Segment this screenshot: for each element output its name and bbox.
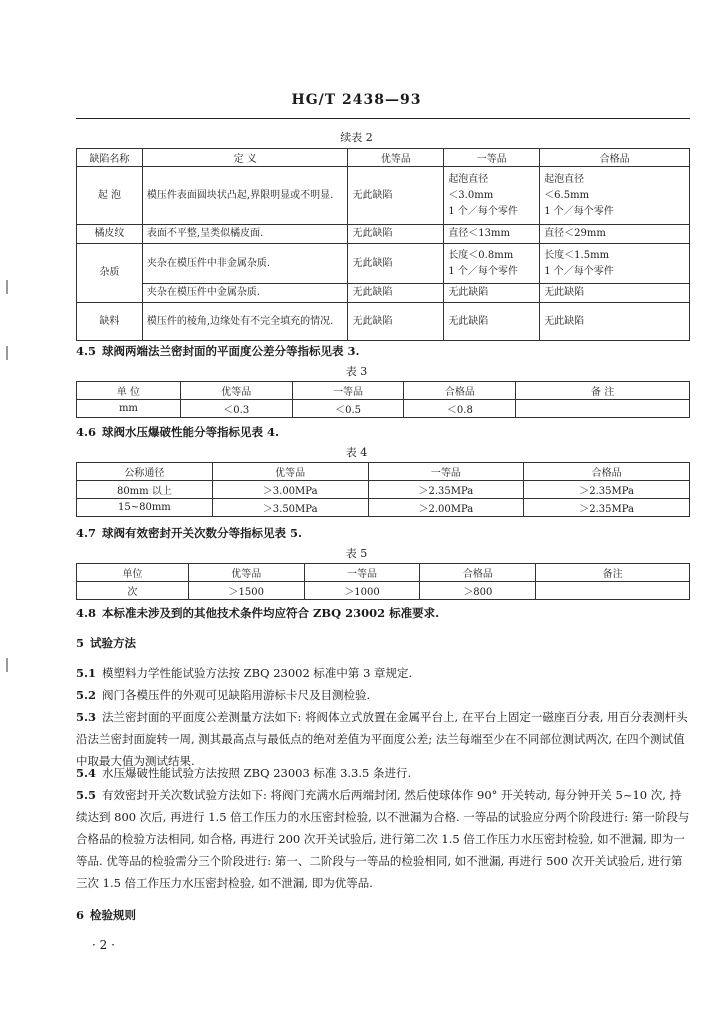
- section-text: 有效密封开关次数试验方法如下: 将阀门充满水后两端封闭, 然后使球体作 90° 开关转动, 每分钟开关 5~10 次, 持续达到 800 次后, 再进行 1.5 倍工作压力的水压密封检验, 以不泄漏为合格. 一等品的试验应分两个阶段进行: 第一阶段与合格品的检验方法相同, 如合格, 再进行 200 次开关试验后, 进行第二次 1.5 倍工作压力水压密封检验, 如不泄漏, 即为一等品. 优等品的检验需分三个阶段进行: 第一、二阶段与一等品的检验相同, 如不泄漏, 再进行 500 次开关试验后, 进行第三次 1.5 倍工作压力水压密封检验, 如不泄漏, 即为优等品.: [76, 788, 690, 890]
- table-4: [76, 462, 690, 517]
- grade-first: 长度＜0.8mm 1 个／每个零件: [444, 244, 540, 284]
- table-cell: ＞800: [420, 582, 536, 600]
- table-cell: ＞1000: [304, 582, 420, 600]
- table2-header-cell: 合格品: [540, 149, 690, 167]
- table4-header-cell: 优等品: [212, 463, 368, 481]
- table-cell: 次: [77, 582, 189, 600]
- table2-caption: 续表 2: [340, 131, 373, 144]
- table-cell: [536, 582, 690, 600]
- grade-first: 无此缺陷: [444, 303, 540, 341]
- table3-header-cell: 合格品: [404, 382, 516, 400]
- grade-qualified: 起泡直径 ＜6.5mm 1 个／每个零件: [540, 167, 690, 225]
- table-cell: ＞2.35MPa: [368, 481, 524, 499]
- table4-header-cell: 公称通径: [77, 463, 213, 481]
- section-number: 6: [76, 908, 85, 922]
- section-6-heading: [76, 904, 690, 926]
- defect-name: 橘皮纹: [77, 225, 143, 244]
- table2-header-cell: 优等品: [348, 149, 444, 167]
- grade-qualified: 无此缺陷: [540, 303, 690, 341]
- section-5-5: [76, 784, 690, 894]
- section-text: 阀门各模压件的外观可见缺陷用游标卡尺及目测检验.: [102, 688, 371, 702]
- table4-header-cell: 合格品: [524, 463, 690, 481]
- table3-caption: 表 3: [345, 365, 368, 378]
- margin-mark: [6, 658, 8, 672]
- section-4-8: [76, 602, 690, 624]
- table4-header-row: [77, 463, 690, 481]
- section-5-1: [76, 662, 690, 684]
- table-cell: ＜0.5: [292, 400, 404, 418]
- section-text: 球阀有效密封开关次数分等指标见表 5.: [102, 526, 303, 540]
- grade-qualified: 直径＜29mm: [540, 225, 690, 244]
- section-number: 4.7: [76, 526, 97, 540]
- section-5-heading: [76, 632, 690, 654]
- section-text: 本标准未涉及到的其他技术条件均应符合 ZBQ 23002 标准要求.: [102, 606, 440, 620]
- grade-superior: 无此缺陷: [348, 303, 444, 341]
- table3-header-row: [77, 382, 690, 400]
- table-row: [77, 225, 690, 244]
- section-number: 5.1: [76, 666, 97, 680]
- grade-qualified: 无此缺陷: [540, 284, 690, 303]
- defect-definition: 模压件表面圆块状凸起,界限明显或不明显.: [142, 167, 348, 225]
- table-cell: ＞2.35MPa: [524, 481, 690, 499]
- table-cell: ＞2.35MPa: [524, 499, 690, 517]
- section-text: 球阀两端法兰密封面的平面度公差分等指标见表 3.: [102, 344, 360, 358]
- table-5: [76, 563, 690, 600]
- grade-superior: 无此缺陷: [348, 225, 444, 244]
- defect-definition: 夹杂在模压件中非金属杂质.: [142, 244, 348, 284]
- section-4-7: [76, 522, 690, 544]
- table-row: [77, 499, 690, 517]
- defect-name: 起 泡: [77, 167, 143, 225]
- table-cell: ＞3.50MPa: [212, 499, 368, 517]
- margin-mark: [6, 280, 8, 294]
- section-text: 法兰密封面的平面度公差测量方法如下: 将阀体立式放置在金属平台上, 在平台上固定一磁座百分表, 用百分表测杆头沿法兰密封面旋转一周, 测其最高点与最低点的绝对差值为平面度公差; 法兰每端至少在不同部位测试两次, 在四个测试值中取最大值为测试结果.: [76, 710, 688, 768]
- table-2: [76, 148, 690, 341]
- section-text: 模塑料力学性能试验方法按 ZBQ 23002 标准中第 3 章规定.: [102, 666, 413, 680]
- standard-header: HG/T 2438—93: [291, 92, 422, 108]
- table2-header-row: [77, 149, 690, 167]
- defect-definition: 夹杂在模压件中金属杂质.: [142, 284, 348, 303]
- grade-qualified: 长度＜1.5mm 1 个／每个零件: [540, 244, 690, 284]
- table-cell: [516, 400, 690, 418]
- table4-header-cell: 一等品: [368, 463, 524, 481]
- table-cell: ＜0.3: [180, 400, 292, 418]
- table3-header-cell: 备 注: [516, 382, 690, 400]
- table2-header-cell: 缺陷名称: [77, 149, 143, 167]
- grade-superior: 无此缺陷: [348, 167, 444, 225]
- grade-superior: 无此缺陷: [348, 244, 444, 284]
- grade-first: 起泡直径 ＜3.0mm 1 个／每个零件: [444, 167, 540, 225]
- table2-header-cell: 一等品: [444, 149, 540, 167]
- table5-header-cell: 合格品: [420, 564, 536, 582]
- table-row: [77, 244, 690, 284]
- section-number: 4.6: [76, 425, 97, 439]
- table-row: [77, 284, 690, 303]
- table-cell: 80mm 以上: [77, 481, 213, 499]
- section-5-4: [76, 762, 690, 784]
- grade-first: 无此缺陷: [444, 284, 540, 303]
- table-cell: 15~80mm: [77, 499, 213, 517]
- defect-definition: 表面不平整,呈类似橘皮面.: [142, 225, 348, 244]
- table2-header-cell: 定 义: [142, 149, 348, 167]
- table-3: [76, 381, 690, 418]
- table-row: [77, 582, 690, 600]
- section-text: 球阀水压爆破性能分等指标见表 4.: [102, 425, 280, 439]
- table5-header-cell: 备注: [536, 564, 690, 582]
- section-5-2: [76, 684, 690, 706]
- table3-header-cell: 一等品: [292, 382, 404, 400]
- section-number: 5: [76, 636, 85, 650]
- table-cell: ＞3.00MPa: [212, 481, 368, 499]
- section-text: 水压爆破性能试验方法按照 ZBQ 23003 标准 3.3.5 条进行.: [102, 766, 412, 780]
- table-row: [77, 303, 690, 341]
- defect-name: 杂质: [77, 244, 143, 303]
- table5-caption: 表 5: [345, 547, 368, 560]
- section-number: 5.2: [76, 688, 97, 702]
- section-number: 5.5: [76, 788, 97, 802]
- table-row: [77, 481, 690, 499]
- section-4-5: [76, 340, 690, 362]
- section-number: 4.5: [76, 344, 97, 358]
- table-row: [77, 400, 690, 418]
- table5-header-row: [77, 564, 690, 582]
- grade-first: 直径＜13mm: [444, 225, 540, 244]
- table5-header-cell: 优等品: [188, 564, 304, 582]
- section-number: 4.8: [76, 606, 97, 620]
- page-number: · 2 ·: [92, 938, 115, 952]
- header-rule: [76, 118, 690, 119]
- table-cell: mm: [77, 400, 181, 418]
- grade-superior: 无此缺陷: [348, 284, 444, 303]
- margin-mark: [6, 346, 8, 360]
- table5-header-cell: 单位: [77, 564, 189, 582]
- defect-name: 缺料: [77, 303, 143, 341]
- section-4-6: [76, 421, 690, 443]
- table-row: [77, 167, 690, 225]
- table-cell: ＜0.8: [404, 400, 516, 418]
- section-number: 5.4: [76, 766, 97, 780]
- section-number: 5.3: [76, 710, 97, 724]
- defect-definition: 模压件的棱角,边缘处有不完全填充的情况.: [142, 303, 348, 341]
- section-title: 试验方法: [90, 636, 137, 650]
- table-cell: ＞2.00MPa: [368, 499, 524, 517]
- table4-caption: 表 4: [345, 446, 368, 459]
- table3-header-cell: 优等品: [180, 382, 292, 400]
- table3-header-cell: 单 位: [77, 382, 181, 400]
- table-cell: ＞1500: [188, 582, 304, 600]
- section-title: 检验规则: [90, 908, 137, 922]
- table5-header-cell: 一等品: [304, 564, 420, 582]
